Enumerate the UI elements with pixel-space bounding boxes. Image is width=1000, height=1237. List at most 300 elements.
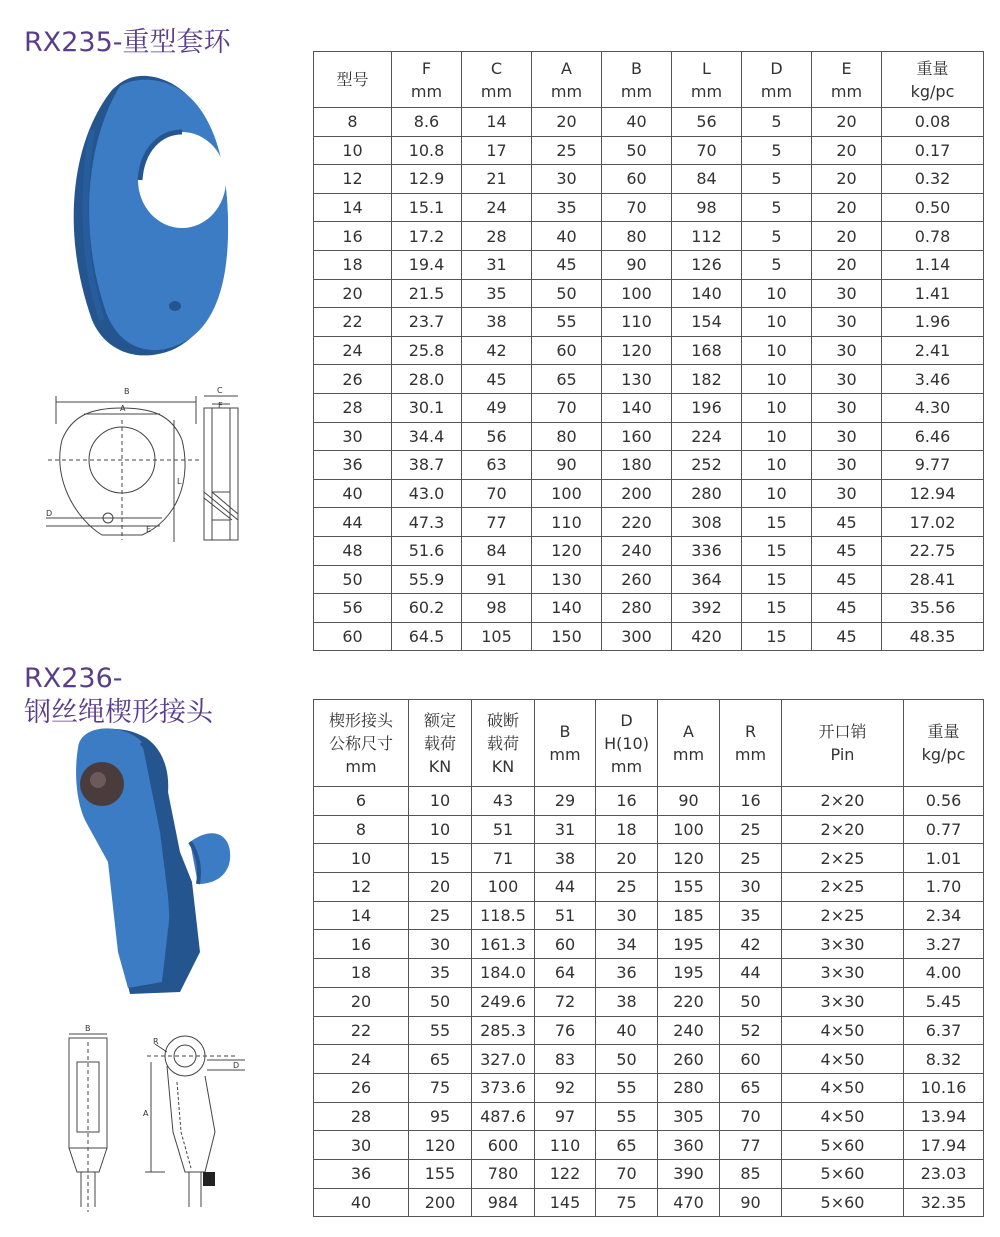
table-cell: 31 [535,815,596,844]
table-cell: 34 [596,930,658,959]
table-cell: 60 [314,622,392,651]
column-header-line: mm [549,745,581,764]
table-cell: 285.3 [472,1016,535,1045]
column-header-line: L [702,58,711,78]
table-cell: 105 [462,622,532,651]
table-cell: 40 [596,1016,658,1045]
table-cell: 98 [672,193,742,222]
table-cell: 26 [314,365,392,394]
table-cell: 20 [409,873,472,902]
table-cell: 2×20 [782,815,904,844]
table-cell: 154 [672,308,742,337]
table-cell: 2×25 [782,873,904,902]
column-header-line: E [841,58,852,78]
table-row [314,479,984,508]
table-cell: 48 [314,536,392,565]
table-cell: 168 [672,336,742,365]
table-row [314,1159,984,1188]
table-cell: 12.9 [392,165,462,194]
column-header [532,52,602,108]
table-cell: 0.77 [904,815,984,844]
table-cell: 1.70 [904,873,984,902]
column-header [658,700,720,787]
table-cell: 16 [596,787,658,816]
table-row [314,930,984,959]
table-cell: 10 [742,393,812,422]
table-cell: 6 [314,787,409,816]
column-header-line: D [770,58,783,78]
table-cell: 25 [720,815,782,844]
table-cell: 50 [720,987,782,1016]
table-cell: 15 [409,844,472,873]
table-cell: 28.41 [882,565,984,594]
table-cell: 55 [532,308,602,337]
table-cell: 0.78 [882,222,984,251]
table-cell: 60.2 [392,594,462,623]
table-cell: 35 [462,279,532,308]
table-cell: 200 [602,479,672,508]
table-cell: 195 [658,959,720,988]
table-cell: 240 [658,1016,720,1045]
table-cell: 10 [314,844,409,873]
table-cell: 20 [812,250,882,279]
table-cell: 161.3 [472,930,535,959]
table-row [314,1073,984,1102]
table-cell: 28 [314,393,392,422]
table-cell: 150 [532,622,602,651]
table-cell: 0.32 [882,165,984,194]
table-cell: 6.46 [882,422,984,451]
table-cell: 19.4 [392,250,462,279]
table-cell: 327.0 [472,1045,535,1074]
table-cell: 55 [596,1102,658,1131]
table-cell: 4×50 [782,1016,904,1045]
table-cell: 12.94 [882,479,984,508]
table-cell: 49 [462,393,532,422]
table-cell: 90 [720,1188,782,1217]
table-cell: 22 [314,1016,409,1045]
column-header-line: A [683,722,694,741]
column-header [596,700,658,787]
table-cell: 220 [658,987,720,1016]
table-cell: 10 [409,815,472,844]
table-cell: 22.75 [882,536,984,565]
table-cell: 97 [535,1102,596,1131]
table-cell: 56 [672,108,742,137]
column-header [314,52,392,108]
table-cell: 10.8 [392,136,462,165]
table-cell: 40 [602,108,672,137]
table-cell: 50 [314,565,392,594]
table-row [314,336,984,365]
table-cell: 48.35 [882,622,984,651]
table-cell: 100 [658,815,720,844]
table-cell: 18 [314,959,409,988]
table-cell: 252 [672,451,742,480]
table-cell: 4×50 [782,1073,904,1102]
table-cell: 100 [472,873,535,902]
table-row [314,279,984,308]
table-cell: 21 [462,165,532,194]
table-cell: 24 [314,1045,409,1074]
table-cell: 10 [409,787,472,816]
table-cell: 17 [462,136,532,165]
table-cell: 10 [742,336,812,365]
table-cell: 14 [462,108,532,137]
column-header-line: 载荷 [486,733,519,753]
column-header-line: 开口销 [818,722,867,741]
table-cell: 373.6 [472,1073,535,1102]
table-cell: 5 [742,250,812,279]
table-cell: 2×25 [782,901,904,930]
table-cell: 122 [535,1159,596,1188]
table-cell: 10 [742,479,812,508]
table-cell: 390 [658,1159,720,1188]
table-cell: 25 [409,901,472,930]
table-cell: 120 [602,336,672,365]
table-cell: 0.08 [882,108,984,137]
table-cell: 75 [409,1073,472,1102]
table-cell: 30 [812,422,882,451]
table-cell: 8 [314,815,409,844]
drawing-label-b: B [124,387,130,396]
table-cell: 25.8 [392,336,462,365]
table-cell: 30 [812,336,882,365]
table-cell: 45 [812,565,882,594]
table-cell: 50 [596,1045,658,1074]
table-cell: 56 [314,594,392,623]
drawing-label-d2: D [233,1061,240,1070]
section2-title-line2: 钢丝绳楔形接头 [24,697,213,728]
table-row [314,536,984,565]
drawing-label-e: E [146,525,152,534]
table-cell: 30 [812,279,882,308]
thimble-drawing [42,380,257,545]
section2-title-line1: RX236- [24,663,123,694]
table-cell: 308 [672,508,742,537]
table-cell: 45 [462,365,532,394]
table-cell: 155 [409,1159,472,1188]
table-cell: 45 [532,250,602,279]
drawing-label-a2: A [143,1109,149,1118]
table-cell: 196 [672,393,742,422]
table-cell: 25 [720,844,782,873]
table-cell: 5×60 [782,1159,904,1188]
rx235-spec-table [313,51,984,651]
rx236-spec-table [313,699,984,1217]
table-cell: 45 [812,594,882,623]
table-row [314,165,984,194]
table-cell: 600 [472,1131,535,1160]
table-cell: 420 [672,622,742,651]
table-row [314,959,984,988]
table-cell: 10 [742,365,812,394]
table-cell: 25 [532,136,602,165]
table-cell: 118.5 [472,901,535,930]
table-cell: 42 [720,930,782,959]
table-cell: 300 [602,622,672,651]
table-cell: 75 [596,1188,658,1217]
table-cell: 36 [314,451,392,480]
table-cell: 63 [462,451,532,480]
table-cell: 360 [658,1131,720,1160]
table-cell: 305 [658,1102,720,1131]
table-cell: 38 [462,308,532,337]
column-header-line: H(10) [604,733,649,753]
table-cell: 55 [596,1073,658,1102]
table-cell: 65 [532,365,602,394]
table-row [314,1102,984,1131]
table-cell: 160 [602,422,672,451]
table-cell: 5.45 [904,987,984,1016]
table-cell: 84 [672,165,742,194]
table-cell: 14 [314,901,409,930]
table-cell: 30 [812,451,882,480]
column-header-line: F [421,58,432,78]
table-row [314,422,984,451]
column-header-line: 重量 [916,58,949,78]
table-cell: 35 [720,901,782,930]
table-cell: 392 [672,594,742,623]
table-cell: 3.27 [904,930,984,959]
column-header-line: mm [672,745,705,764]
table-cell: 70 [532,393,602,422]
table-row [314,308,984,337]
table-cell: 130 [532,565,602,594]
table-cell: 487.6 [472,1102,535,1131]
column-header-line: mm [410,81,443,101]
column-header [314,700,409,787]
table-cell: 55.9 [392,565,462,594]
table-cell: 20 [812,193,882,222]
table-cell: 249.6 [472,987,535,1016]
table-cell: 15 [742,536,812,565]
table-cell: 28.0 [392,365,462,394]
table-cell: 35 [532,193,602,222]
table-cell: 120 [409,1131,472,1160]
table-cell: 10 [742,279,812,308]
table-cell: 36 [596,959,658,988]
table-cell: 1.01 [904,844,984,873]
table-cell: 9.77 [882,451,984,480]
table-cell: 17.2 [392,222,462,251]
table-cell: 20 [812,165,882,194]
table-cell: 30 [812,393,882,422]
table-cell: 80 [532,422,602,451]
table-cell: 50 [602,136,672,165]
table-cell: 65 [720,1073,782,1102]
table-row [314,844,984,873]
table-row [314,451,984,480]
column-header-line: mm [760,81,793,101]
table-cell: 70 [462,479,532,508]
table-cell: 15 [742,508,812,537]
table-cell: 5 [742,222,812,251]
table-cell: 2×20 [782,787,904,816]
column-header [535,700,596,787]
table-cell: 28 [314,1102,409,1131]
table-cell: 5×60 [782,1131,904,1160]
table-row [314,222,984,251]
column-header [392,52,462,108]
thimble-photo [52,70,237,365]
table-cell: 51 [472,815,535,844]
table-cell: 185 [658,901,720,930]
table-cell: 20 [596,844,658,873]
table-row [314,1016,984,1045]
table-cell: 71 [472,844,535,873]
drawing-label-d: D [46,509,53,518]
column-header [782,700,904,787]
table-cell: 95 [409,1102,472,1131]
table-cell: 25 [596,873,658,902]
column-header-line: KN [491,756,515,776]
table-cell: 8 [314,108,392,137]
drawing-label-c: C [217,386,223,395]
table-cell: 30 [314,422,392,451]
table-cell: 140 [532,594,602,623]
table-cell: 29 [535,787,596,816]
table-cell: 280 [672,479,742,508]
column-header-line: C [490,58,503,78]
table-cell: 43.0 [392,479,462,508]
table-cell: 16 [314,930,409,959]
table-cell: 780 [472,1159,535,1188]
table-cell: 44 [535,873,596,902]
column-header [409,700,472,787]
column-header-line: mm [610,756,643,776]
table-cell: 18 [314,250,392,279]
column-header-line: kg/pc [921,745,966,764]
table-cell: 195 [658,930,720,959]
table-cell: 60 [535,930,596,959]
table-row [314,1131,984,1160]
table-row [314,594,984,623]
table-cell: 110 [532,508,602,537]
table-cell: 77 [720,1131,782,1160]
table-cell: 3×30 [782,930,904,959]
table-cell: 120 [658,844,720,873]
column-header-line: mm [690,81,723,101]
column-header-line: B [631,58,642,78]
table-row [314,393,984,422]
table-cell: 38 [596,987,658,1016]
table-cell: 200 [409,1188,472,1217]
table-cell: 23.7 [392,308,462,337]
column-header-line: mm [734,745,767,764]
table-cell: 36 [314,1159,409,1188]
table-cell: 12 [314,165,392,194]
table-cell: 2×25 [782,844,904,873]
table-cell: 2.41 [882,336,984,365]
table-cell: 220 [602,508,672,537]
table-cell: 6.37 [904,1016,984,1045]
table-row [314,815,984,844]
table-cell: 180 [602,451,672,480]
table-cell: 5 [742,193,812,222]
table-cell: 130 [602,365,672,394]
table-cell: 40 [314,1188,409,1217]
column-header [904,700,984,787]
column-header [812,52,882,108]
table-cell: 80 [602,222,672,251]
table-cell: 5×60 [782,1188,904,1217]
column-header-line: KN [428,756,452,776]
table-row [314,787,984,816]
table-row [314,901,984,930]
table-cell: 28 [462,222,532,251]
table-cell: 145 [535,1188,596,1217]
table-cell: 83 [535,1045,596,1074]
table-row [314,987,984,1016]
column-header-line: 公称尺寸 [328,733,393,753]
table-cell: 2.34 [904,901,984,930]
column-header-line: 载荷 [423,733,456,753]
table-cell: 8.6 [392,108,462,137]
column-header-line: Pin [830,745,855,764]
table-cell: 50 [409,987,472,1016]
table-cell: 34.4 [392,422,462,451]
table-cell: 60 [602,165,672,194]
table-cell: 260 [602,565,672,594]
drawing-label-a: A [120,404,126,413]
table-cell: 70 [720,1102,782,1131]
table-cell: 3×30 [782,959,904,988]
table-cell: 16 [720,787,782,816]
table-cell: 30 [812,308,882,337]
table-cell: 280 [658,1073,720,1102]
table-cell: 70 [602,193,672,222]
table-row [314,565,984,594]
table-cell: 42 [462,336,532,365]
drawing-label-l: L [177,477,182,486]
table-cell: 72 [535,987,596,1016]
column-header-line: 型号 [336,70,369,89]
table-cell: 90 [602,250,672,279]
table-cell: 45 [812,508,882,537]
table-cell: 92 [535,1073,596,1102]
table-cell: 120 [532,536,602,565]
table-cell: 364 [672,565,742,594]
table-cell: 126 [672,250,742,279]
table-cell: 0.56 [904,787,984,816]
table-row [314,873,984,902]
table-cell: 38.7 [392,451,462,480]
table-cell: 20 [532,108,602,137]
table-cell: 22 [314,308,392,337]
column-header-line: A [561,58,572,78]
table-cell: 64.5 [392,622,462,651]
table-cell: 10 [742,422,812,451]
table-cell: 280 [602,594,672,623]
table-cell: 260 [658,1045,720,1074]
table-cell: 77 [462,508,532,537]
table-cell: 15 [742,594,812,623]
table-cell: 64 [535,959,596,988]
table-cell: 8.32 [904,1045,984,1074]
wedge-socket-photo [50,712,250,997]
column-header [720,700,782,787]
table-cell: 12 [314,873,409,902]
table-cell: 1.96 [882,308,984,337]
table-cell: 1.41 [882,279,984,308]
table-cell: 15 [742,622,812,651]
drawing-label-r: R [153,1037,159,1046]
table-cell: 140 [602,393,672,422]
table-cell: 45 [812,622,882,651]
table-cell: 17.02 [882,508,984,537]
table-cell: 70 [672,136,742,165]
